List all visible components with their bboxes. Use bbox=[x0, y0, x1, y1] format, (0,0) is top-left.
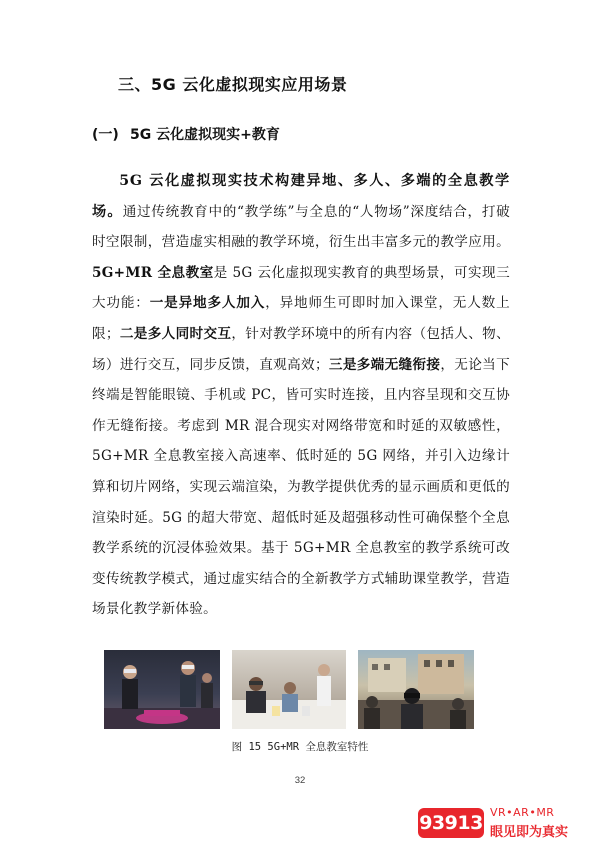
section-title: 三、5G 云化虚拟现实应用场景 bbox=[118, 75, 348, 94]
photo-classroom-students bbox=[232, 650, 346, 729]
text-run: ，针对教学环境中的所有内容（包括人、物、场）进行交互，同步反馈，直观高效； bbox=[92, 325, 510, 373]
watermark-logo bbox=[418, 806, 588, 842]
text-run: ，无论当下终端是智能眼镜、手机或 PC，皆可实时连接，且内容呈现和交互协作无缝衔接。考虑到 MR 混合现实对网络带宽和时延的双敏感性，5G+MR 全息教室接入高速率、低时延的 5G 网络，并引入边缘计算和切片网络，实现云端渲染，为教学提供优秀的显示画质和更低的渲染时延。5G 的超大带宽、超低时延及超强移动性可确保整个全息教学系统的沉浸体验效果。基于 5G+MR 全息教室的教学系统可改变传统教学模式，通过虚实结合的全新教学方式辅助课堂教学，营造场景化教学新体验。 bbox=[92, 356, 510, 618]
watermark-tagline-top: VR•AR•MR bbox=[490, 806, 555, 819]
watermark-badge: 93913 bbox=[418, 808, 484, 838]
paragraph bbox=[92, 166, 510, 625]
subsection-heading bbox=[92, 124, 280, 144]
figure-caption: 图 15 5G+MR 全息教室特性 bbox=[231, 741, 369, 753]
text-run: ，异地师生可即时加入课堂，无人数上限； bbox=[92, 295, 510, 342]
photo-mr-headset-demo bbox=[104, 650, 220, 729]
bold-term-interaction: 二是多人同时交互 bbox=[119, 325, 232, 342]
subsection-number: (一) bbox=[92, 127, 119, 143]
lead-sentence: 5G 云化虚拟现实技术构建异地、多人、多端的全息教学场。 bbox=[92, 173, 510, 220]
bold-term-multi-device: 三是多端无缝衔接 bbox=[328, 356, 441, 373]
body-text bbox=[92, 166, 510, 625]
page-number: 32 bbox=[294, 775, 306, 786]
photo-virtual-street-scene bbox=[358, 650, 474, 729]
bold-term-remote-join: 一是异地多人加入 bbox=[149, 295, 266, 312]
figure-photos bbox=[104, 650, 474, 729]
watermark-tagline-bottom: 眼见即为真实 bbox=[490, 825, 569, 840]
bold-term-mr-classroom: 5G+MR 全息教室 bbox=[92, 264, 214, 281]
text-run: 是 5G 云化虚拟现实教育的典型场景，可实现三大功能： bbox=[92, 264, 510, 312]
text-run: 通过传统教育中的“教学练”与全息的“人物场”深度结合，打破时空限制，营造虚实相融的教学环境，衍生出丰富多元的教学应用。 bbox=[92, 203, 510, 251]
subsection-title: 5G 云化虚拟现实+教育 bbox=[130, 127, 280, 143]
